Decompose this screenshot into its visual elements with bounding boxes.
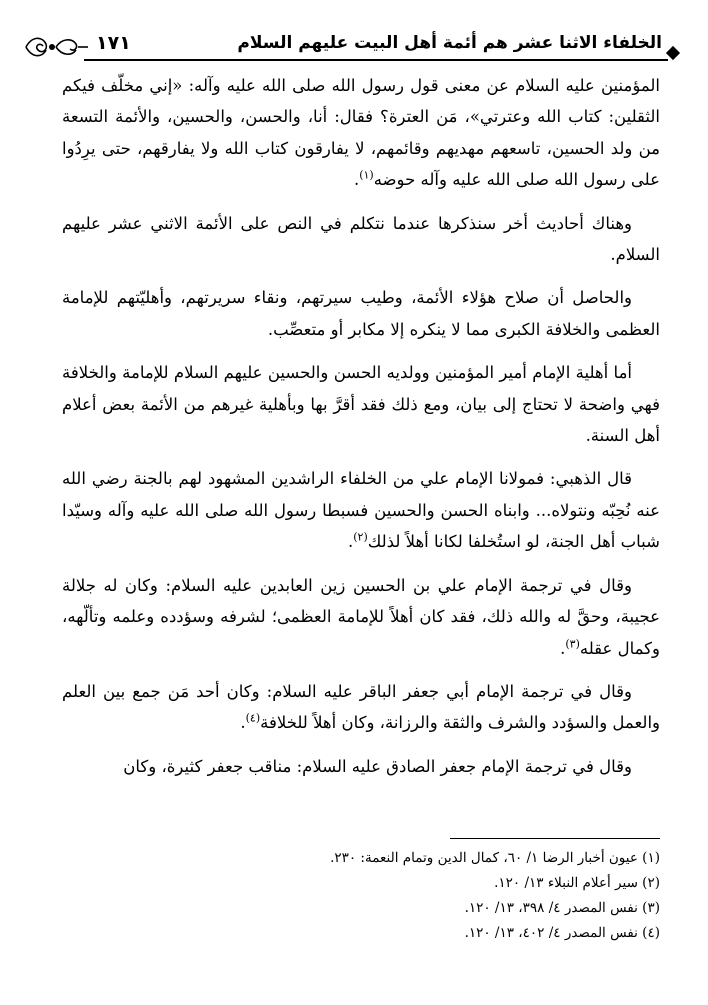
footnote-2: (٢) سير أعلام النبلاء ١٣/ ١٢٠. — [494, 875, 660, 891]
footnote-1: (١) عيون أخبار الرضا ١/ ٦٠، كمال الدين وتمام النعمة: ٢٣٠. — [330, 850, 660, 866]
page-header — [22, 30, 682, 60]
footnote-separator — [450, 838, 660, 839]
footnote-ref-2: (٢) — [353, 530, 368, 544]
footnote-ref-3: (٣) — [565, 637, 580, 650]
running-title: الخلفاء الاثنا عشر هم أئمة أهل البيت عليهم السلام — [237, 33, 662, 53]
paragraph-5: قال الذهبي: فمولانا الإمام علي من الخلفاء الراشدين المشهود لهم بالجنة رضي الله عنه نُحِبّه ونتولاه... وابناه الحسن والحسين فسبطا رسول الله صلى الله عليه وآله وسيّدا شباب أهل الجنة، لو استُخلفا لكانا أهلاً لذلك$^{(٢)}$. — [62, 469, 660, 552]
diamond-icon — [666, 46, 680, 60]
paragraph-3: والحاصل أن صلاح هؤلاء الأئمة، وطيب سيرتهم، ونقاء سريرتهم، وأهليّتهم للإمامة العظمى والخلافة الكبرى مما لا ينكره إلا مكابر أو متعصِّب. — [62, 288, 660, 339]
ornament-icon — [22, 34, 88, 60]
paragraph-7: وقال في ترجمة الإمام أبي جعفر الباقر عليه السلام: وكان أحد مَن جمع بين العلم والعمل والسؤدد والشرف والثقة والرزانة، وكان أهلاً للخلافة$^{(٤)}$. — [62, 681, 660, 733]
footnote-4: (٤) نفس المصدر ٤/ ٤٠٢، ١٣/ ١٢٠. — [464, 925, 660, 941]
main-text — [62, 70, 660, 794]
paragraph-1: المؤمنين عليه السلام عن معنى قول رسول الله صلى الله عليه وآله: «إني مخلّف فيكم الثقلين: كتاب الله وعترتي»، مَن العترة؟ فقال: أنا، والحسن، والحسين، والأئمة التسعة من ولد الحسين، تاسعهم مهديهم وقائمهم، لا يفارقون كتاب الله ولا يفارقهم، حتى يرِدُوا على رسول الله صلى الله عليه وآله حوضه$^{(١)}$. — [62, 76, 660, 190]
footnotes — [60, 846, 660, 946]
footnote-ref-4: (٤) — [245, 711, 261, 725]
footnote-ref-1: (١) — [359, 168, 374, 182]
page-number: ١٧١ — [96, 32, 131, 54]
header-rule — [84, 59, 668, 61]
paragraph-2: وهناك أحاديث أخر سنذكرها عندما نتكلم في النص على الأئمة الاثني عشر عليهم السلام. — [62, 213, 660, 265]
paragraph-4: أما أهلية الإمام أمير المؤمنين وولديه الحسن والحسين عليهم السلام للإمامة والخلافة فهي واضحة لا تحتاج إلى بيان، ومع ذلك فقد أقرَّ بها وبأهلية غيرهم من الأئمة بعض أعلام أهل السنة. — [62, 363, 660, 446]
footnote-3: (٣) نفس المصدر ٤/ ٣٩٨، ١٣/ ١٢٠. — [464, 900, 660, 916]
paragraph-8: وقال في ترجمة الإمام جعفر الصادق عليه السلام: مناقب جعفر كثيرة، وكان — [123, 756, 632, 776]
paragraph-6: وقال في ترجمة الإمام علي بن الحسين زين العابدين عليه السلام: وكان له جلالة عجيبة، وحقَّ له والله ذلك، فقد كان أهلاً للإمامة العظمى؛ لشرفه وسؤدده وعلمه وتألّهه، وكمال عقله$^{(٣)}$. — [62, 575, 660, 658]
